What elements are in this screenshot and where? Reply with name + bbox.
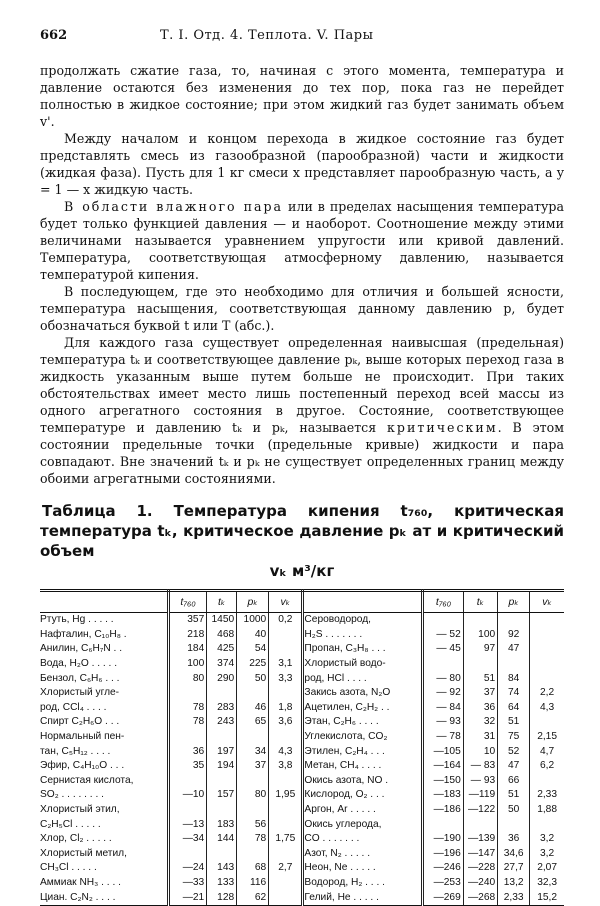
cell-name-right: Этилен, C₂H₄ . . .	[303, 744, 423, 759]
table-row	[40, 701, 564, 716]
table-row	[40, 759, 564, 774]
col-head-pk-left: pₖ	[237, 591, 269, 613]
col-head-name-right	[303, 591, 423, 613]
cell-vk-right: 15,2	[530, 890, 564, 905]
table-row	[40, 671, 564, 686]
table-title-text: Таблица 1. Температура кипения t₇₆₀, критическая температура tₖ, критическое давление pₖ ат и критический объем	[40, 502, 564, 560]
table-title	[40, 501, 564, 581]
table-row	[40, 788, 564, 803]
cell-name-right: H₂S . . . . . . .	[303, 628, 423, 643]
cell-vk-right: 32,3	[537, 876, 558, 888]
cell-tk-left: 290	[207, 671, 237, 686]
spaced-term-critical: критическим	[387, 420, 498, 435]
cell-t760-left: 100	[168, 657, 206, 672]
cell-pk-right: 51	[498, 715, 530, 730]
cell-tk-left: 374	[207, 657, 237, 672]
cell-tk-left: 128	[207, 890, 237, 905]
paragraph-3-rest: или в пределах насыщения температура будет только функцией давления — и наоборот. Соотношение между этими величинами называется уравнением упругости или кривой давлений. Температура, соответствующая атмосферному давлению, называется температурой кипения.	[40, 199, 564, 282]
cell-t760-left: 357	[168, 613, 206, 628]
cell-t760-right: — 52	[423, 628, 464, 643]
cell-pk-right: 13,2	[498, 876, 530, 891]
cell-vk-right	[530, 774, 564, 789]
cell-pk-left: 37	[237, 759, 269, 774]
cell-vk-right	[530, 715, 564, 730]
cell-tk-left: 144	[207, 832, 237, 847]
cell-tk-left: 243	[207, 715, 237, 730]
cell-tk-right: 36	[463, 701, 497, 716]
cell-vk-left: 4,3	[269, 744, 303, 759]
cell-vk-right: 1,88	[537, 804, 558, 816]
cell-name-right: Закись азота, N₂O	[303, 686, 423, 701]
cell-t760-right	[423, 817, 464, 832]
cell-tk-right: —122	[463, 803, 497, 818]
cell-t760-left	[168, 730, 206, 745]
cell-tk-right: 97	[463, 642, 497, 657]
cell-t760-left: —21	[168, 890, 206, 905]
cell-pk-left: 56	[237, 817, 269, 832]
cell-name-left: Эфир, C₄H₁₀O . . .	[40, 759, 168, 774]
cell-name-right: Сероводород,	[303, 613, 423, 628]
cell-vk-left: 2,7	[269, 861, 303, 876]
cell-name-right: CO . . . . . . .	[303, 832, 423, 847]
cell-tk-right: 32	[463, 715, 497, 730]
cell-pk-right: 27,7	[498, 861, 530, 876]
col-head-pk-right: pₖ	[498, 591, 530, 613]
cell-tk-left	[207, 803, 237, 818]
cell-vk-left: 0,2	[269, 613, 303, 628]
table-row	[40, 890, 564, 905]
cell-t760-right: — 93	[423, 715, 464, 730]
cell-tk-right: 10	[463, 744, 497, 759]
cell-name-right: Кислород, O₂ . . .	[303, 788, 423, 803]
cell-vk-right: 2,2	[540, 687, 555, 699]
cell-t760-left	[168, 774, 206, 789]
cell-vk-left	[269, 890, 303, 905]
table-row	[40, 847, 564, 862]
body-text	[40, 62, 564, 487]
col-head-vk-left: vₖ	[269, 591, 303, 613]
cell-name-right: Метан, CH₄ . . . .	[303, 759, 423, 774]
cell-pk-left	[237, 686, 269, 701]
cell-vk-right: 4,3	[540, 701, 555, 713]
cell-name-left: Спирт C₂H₆O . . .	[40, 715, 168, 730]
cell-name-left: Хлористый этил,	[40, 803, 168, 818]
cell-name-right: Окись азота, NO .	[303, 774, 423, 789]
table-row	[40, 642, 564, 657]
cell-t760-left: 184	[168, 642, 206, 657]
cell-vk-left: 3,6	[269, 715, 303, 730]
cell-t760-right: — 80	[423, 671, 464, 686]
cell-vk-left: 3,8	[269, 759, 303, 774]
cell-t760-right: —269	[423, 890, 464, 905]
cell-name-right: Аргон, Ar . . . . .	[303, 803, 423, 818]
cell-tk-left: 157	[207, 788, 237, 803]
cell-name-right: Хлористый водо-	[303, 657, 423, 672]
cell-vk-right: 3,2	[540, 847, 555, 859]
cell-tk-right: —268	[463, 890, 497, 905]
cell-tk-left: 1450	[207, 613, 237, 628]
cell-t760-left	[168, 847, 206, 862]
cell-vk-right: 2,15	[537, 731, 558, 743]
cell-tk-left: 143	[207, 861, 237, 876]
cell-name-right: Этан, C₂H₆ . . . .	[303, 715, 423, 730]
cell-pk-left: 80	[237, 788, 269, 803]
cell-pk-left: 225	[237, 657, 269, 672]
table-row	[40, 861, 564, 876]
cell-name-left: Хлористый угле-	[40, 686, 168, 701]
cell-pk-right	[498, 657, 530, 672]
cell-pk-right: 47	[498, 642, 530, 657]
paragraph-3	[40, 198, 564, 283]
cell-tk-left: 133	[207, 876, 237, 891]
cell-vk-left	[269, 642, 303, 657]
cell-name-left: Сернистая кислота,	[40, 774, 168, 789]
table-body	[40, 613, 564, 906]
cell-name-left: Циан. C₂N₂ . . . .	[40, 890, 168, 905]
cell-tk-right	[463, 613, 497, 628]
cell-pk-right: 47	[498, 759, 530, 774]
cell-tk-right: —139	[463, 832, 497, 847]
cell-t760-right: — 45	[423, 642, 464, 657]
cell-t760-right: —183	[423, 788, 464, 803]
cell-name-right: Азот, N₂ . . . . .	[303, 847, 423, 862]
table-row	[40, 715, 564, 730]
cell-vk-left	[269, 803, 303, 818]
cell-pk-left: 62	[237, 890, 269, 905]
cell-vk-left: 1,95	[269, 788, 303, 803]
cell-tk-right: 31	[463, 730, 497, 745]
table-row	[40, 686, 564, 701]
cell-pk-right: 36	[498, 832, 530, 847]
cell-name-left: CH₃Cl . . . . .	[40, 861, 168, 876]
cell-pk-right: 51	[498, 788, 530, 803]
cell-pk-right: 50	[498, 803, 530, 818]
cell-pk-left: 34	[237, 744, 269, 759]
cell-tk-right: —119	[463, 788, 497, 803]
cell-vk-right	[530, 657, 564, 672]
table-header	[40, 591, 564, 613]
col-head-tk-left: tₖ	[207, 591, 237, 613]
cell-vk-right: 4,7	[540, 745, 555, 757]
cell-vk-left	[269, 730, 303, 745]
cell-tk-left: 283	[207, 701, 237, 716]
table-row	[40, 744, 564, 759]
cell-vk-left: 1,75	[269, 832, 303, 847]
cell-pk-right: 52	[498, 744, 530, 759]
cell-tk-left: 197	[207, 744, 237, 759]
cell-tk-right: 37	[463, 686, 497, 701]
cell-name-left: Нормальный пен-	[40, 730, 168, 745]
cell-pk-right: 92	[498, 628, 530, 643]
cell-tk-right	[463, 817, 497, 832]
col-head-t760-right: t₇₆₀	[423, 591, 464, 613]
cell-pk-left: 116	[237, 876, 269, 891]
table-row	[40, 817, 564, 832]
cell-t760-right: —186	[423, 803, 464, 818]
cell-name-left: Нафталин, C₁₀H₈ .	[40, 628, 168, 643]
cell-vk-right	[530, 671, 564, 686]
cell-tk-left: 468	[207, 628, 237, 643]
cell-pk-left: 65	[237, 715, 269, 730]
paragraph-2: Между началом и концом перехода в жидкое состояние газ будет представлять смесь из газообразной (парообразной) части и жидкости (жидкая фаза). Пусть для 1 кг смеси x представляет парообразную часть, а y = 1 — x жидкую часть.	[40, 131, 564, 197]
cell-tk-right: —147	[463, 847, 497, 862]
cell-t760-right	[423, 613, 464, 628]
table-title-last-line: vₖ м³/кг	[269, 562, 335, 580]
cell-t760-left: 80	[168, 671, 206, 686]
cell-t760-left: —24	[168, 861, 206, 876]
cell-pk-right: 34,6	[498, 847, 530, 862]
col-head-tk-right: tₖ	[463, 591, 497, 613]
paragraph-1: продолжать сжатие газа, то, начиная с этого момента, температура и давление остаются без изменения до тех пор, пока газ не перейдет полностью в жидкое состояние; при этом жидкий газ будет занимать объем v'.	[40, 63, 564, 129]
paragraph-5-part-a: Для каждого газа существует определенная наивысшая (предельная) температура tₖ и соответствующее давление pₖ, выше которых переход газа в жидкость указанным выше путем больше не происходит. При таких обстоятельствах имеет место лишь постепенный переход всей массы из одного агрегатного состояния в другое. Состояние, соответствующее температуре и давлению tₖ и pₖ, называется	[40, 335, 564, 435]
cell-pk-left: 54	[237, 642, 269, 657]
running-head: Т. I. Отд. 4. Теплота. V. Пары	[160, 28, 374, 43]
cell-vk-right	[530, 817, 564, 832]
cell-pk-left	[237, 803, 269, 818]
table-row	[40, 628, 564, 643]
cell-t760-right: — 92	[423, 686, 464, 701]
cell-name-left: C₂H₅Cl . . . . .	[40, 817, 168, 832]
cell-name-right: Пропан, C₃H₈ . . .	[303, 642, 423, 657]
col-head-vk-right: vₖ	[530, 591, 564, 613]
cell-t760-left: —33	[168, 876, 206, 891]
cell-tk-left: 425	[207, 642, 237, 657]
cell-t760-left: 36	[168, 744, 206, 759]
cell-name-right: Окись углерода,	[303, 817, 423, 832]
cell-vk-left	[269, 817, 303, 832]
cell-name-right: Гелий, He . . . . .	[303, 890, 423, 905]
cell-tk-right: —228	[463, 861, 497, 876]
cell-t760-right: — 78	[423, 730, 464, 745]
table-row	[40, 613, 564, 628]
cell-t760-left: 78	[168, 701, 206, 716]
cell-t760-right: —246	[423, 861, 464, 876]
cell-t760-right: — 84	[423, 701, 464, 716]
cell-pk-right: 64	[498, 701, 530, 716]
cell-pk-left: 46	[237, 701, 269, 716]
cell-t760-left: 78	[168, 715, 206, 730]
cell-tk-left	[207, 686, 237, 701]
cell-vk-right: 2,07	[537, 862, 558, 874]
cell-name-right: род, HCl . . . .	[303, 671, 423, 686]
paragraph-4: В последующем, где это необходимо для отличия и большей ясности, температура насыщения, соответствующая данному давлению p, будет обозначаться буквой t или T (абс.).	[40, 284, 564, 333]
cell-name-right: Ацетилен, C₂H₂ . .	[303, 701, 423, 716]
cell-pk-left	[237, 730, 269, 745]
cell-pk-left: 68	[237, 861, 269, 876]
cell-t760-left: 218	[168, 628, 206, 643]
cell-pk-left: 78	[237, 832, 269, 847]
cell-pk-left: 50	[237, 671, 269, 686]
cell-name-left: тан, C₅H₁₂ . . . .	[40, 744, 168, 759]
cell-pk-right: 75	[498, 730, 530, 745]
cell-tk-left: 183	[207, 817, 237, 832]
cell-name-right: Неон, Ne . . . . .	[303, 861, 423, 876]
cell-name-right: Водород, H₂ . . . .	[303, 876, 423, 891]
cell-tk-right: 100	[463, 628, 497, 643]
cell-pk-left	[237, 847, 269, 862]
cell-t760-right	[423, 657, 464, 672]
cell-pk-left	[237, 774, 269, 789]
cell-name-left: Вода, H₂O . . . . .	[40, 657, 168, 672]
cell-tk-right	[463, 657, 497, 672]
table-row	[40, 730, 564, 745]
cell-vk-right: 2,33	[537, 789, 558, 801]
cell-t760-right: —190	[423, 832, 464, 847]
cell-t760-left	[168, 803, 206, 818]
table-row	[40, 657, 564, 672]
cell-pk-right	[498, 817, 530, 832]
cell-t760-right: —164	[423, 759, 464, 774]
cell-name-left: Хлор, Cl₂ . . . . .	[40, 832, 168, 847]
cell-t760-left: 35	[168, 759, 206, 774]
table-row	[40, 832, 564, 847]
cell-vk-left	[269, 876, 303, 891]
cell-name-left: SO₂ . . . . . . . .	[40, 788, 168, 803]
cell-pk-left: 40	[237, 628, 269, 643]
cell-t760-left: —34	[168, 832, 206, 847]
cell-t760-right: —150	[423, 774, 464, 789]
page-header	[40, 28, 564, 50]
cell-name-left: род, CCl₄ . . . .	[40, 701, 168, 716]
cell-vk-right	[530, 613, 564, 628]
cell-vk-left	[269, 686, 303, 701]
cell-name-left: Хлористый метил,	[40, 847, 168, 862]
cell-vk-right	[530, 628, 564, 643]
cell-vk-right: 3,2	[540, 833, 555, 845]
cell-t760-right: —196	[423, 847, 464, 862]
col-head-t760-left: t₇₆₀	[168, 591, 206, 613]
col-head-name-left	[40, 591, 168, 613]
paragraph-5-part-b: . В этом состоянии предельные точки (предельные кривые) жидкости и пара совпадают. Вне значений tₖ и pₖ не существует определенных границ между обоими агрегатными состояниями.	[40, 420, 565, 486]
cell-t760-right: —253	[423, 876, 464, 891]
cell-tk-right: 51	[463, 671, 497, 686]
cell-tk-right: —240	[463, 876, 497, 891]
gas-critical-data-table	[40, 589, 564, 906]
cell-pk-right	[498, 613, 530, 628]
cell-pk-right: 74	[498, 686, 530, 701]
spaced-term-wet-steam: В области влажного пара	[64, 199, 284, 214]
cell-name-left: Бензол, C₆H₆ . . .	[40, 671, 168, 686]
cell-vk-left: 3,3	[269, 671, 303, 686]
cell-vk-left	[269, 847, 303, 862]
cell-vk-left	[269, 628, 303, 643]
cell-vk-right: 6,2	[540, 760, 555, 772]
cell-tk-left: 194	[207, 759, 237, 774]
cell-name-left: Аммиак NH₃ . . . .	[40, 876, 168, 891]
paragraph-5	[40, 334, 564, 487]
cell-pk-right: 2,33	[498, 890, 530, 905]
cell-t760-left: —13	[168, 817, 206, 832]
table-row	[40, 803, 564, 818]
page-number: 662	[40, 28, 68, 43]
cell-vk-right	[530, 642, 564, 657]
cell-name-left: Ртуть, Hg . . . . .	[40, 613, 168, 628]
cell-tk-left	[207, 730, 237, 745]
cell-vk-left: 3,1	[269, 657, 303, 672]
cell-vk-left: 1,8	[269, 701, 303, 716]
cell-pk-right: 84	[498, 671, 530, 686]
cell-vk-left	[269, 774, 303, 789]
cell-name-left: Анилин, C₆H₇N . .	[40, 642, 168, 657]
cell-pk-right: 66	[498, 774, 530, 789]
cell-t760-left: —10	[168, 788, 206, 803]
cell-tk-right: — 83	[463, 759, 497, 774]
cell-tk-left	[207, 774, 237, 789]
cell-tk-left	[207, 847, 237, 862]
cell-pk-left: 1000	[237, 613, 269, 628]
cell-t760-right: —105	[423, 744, 464, 759]
table-row	[40, 774, 564, 789]
cell-t760-left	[168, 686, 206, 701]
cell-tk-right: — 93	[463, 774, 497, 789]
cell-name-right: Углекислота, CO₂	[303, 730, 423, 745]
table-row	[40, 876, 564, 891]
